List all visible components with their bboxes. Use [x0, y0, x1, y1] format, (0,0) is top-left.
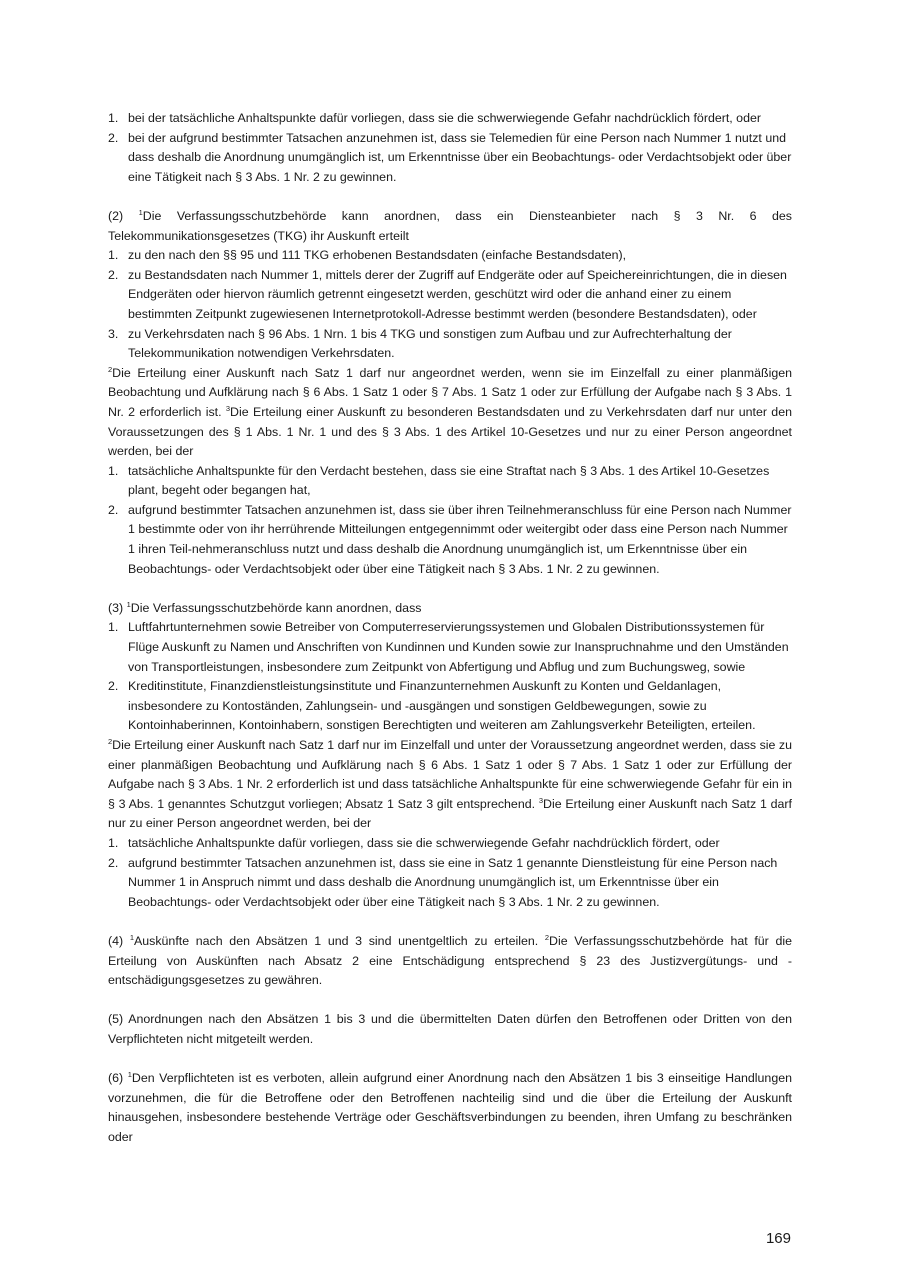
list-item: 1. Luftfahrtunternehmen sowie Betreiber von Computerreservierungssystemen und Globalen Distributionssystemen für Flüge Auskunft zu Namen und Anschriften von Kundinnen und Kunden sowie zur Inanspruchnahme und den Umständen von Transportleistungen, insbesondere zum Zeitpunkt von Abfertigung und Abflug und zum Buchungsweg, sowie [108, 620, 789, 674]
list-item: 3. zu Verkehrsdaten nach § 96 Abs. 1 Nrn. 1 bis 4 TKG und sonstigen zum Aufbau und zur Aufrechterhaltung der Telekommunikation notwendigen Verkehrsdaten. [108, 326, 732, 361]
document-page [108, 109, 792, 1147]
paragraph-label: (4) [108, 933, 124, 948]
list-item: 2. zu Bestandsdaten nach Nummer 1, mittels derer der Zugriff auf Endgeräte oder auf Speichereinrichtungen, die in diesen Endgeräten oder hiervon räumlich getrennt eingesetzt werden, geschützt wird oder die anhand einer zu einem bestimmten Zeitpunkt zugewiesenen Internetprotokoll-Adresse bestimmt werden (besondere Bestandsdaten), oder [108, 267, 787, 321]
list-item: 1. zu den nach den §§ 95 und 111 TKG erhobenen Bestandsdaten (einfache Bestandsdaten), [108, 248, 627, 263]
paragraph-label: (3) [108, 600, 124, 615]
list-item: 1. tatsächliche Anhaltspunkte für den Verdacht bestehen, dass sie eine Straftat nach § 3 Abs. 1 des Artikel 10-Gesetzes plant, begeht oder begangen hat, [108, 463, 770, 498]
paragraph-3-sentences: $^2$Die Erteilung einer Auskunft nach Satz 1 darf nur im Einzelfall und unter der Voraussetzung angeordnet werden, dass sie zu einer planmäßigen Beobachtung und Aufklärung nach § 6 Abs. 1 Satz 1 oder § 7 Abs. 1 Satz 1 oder zur Erfüllung der Aufgabe nach § 3 Abs. 1 Nr. 2 erforderlich ist und dass tatsächliche Anhaltspunkte für eine schwerwiegende Gefahr für ein in § 3 Abs. 1 genanntes Schutzgut vorliegen; Absatz 1 Satz 3 gilt entsprechend. $^3$Die Erteilung einer Auskunft nach Satz 1 darf nur zu einer Person angeordnet werden, bei der [108, 737, 792, 831]
paragraph-5: (5) Anordnungen nach den Absätzen 1 bis 3 und die übermittelten Daten dürfen den Betroffenen oder Dritten von den Verpflichteten nicht mitgeteilt werden. [108, 1012, 792, 1046]
list-item: 2. aufgrund bestimmter Tatsachen anzunehmen ist, dass sie über ihren Teilnehmeranschluss für eine Person nach Nummer 1 bestimmte oder von ihr herrührende Mitteilungen entgegennimmt oder weitergibt oder dass eine Person nach Nummer 1 ihren Teil-nehmeranschluss nutzt und dass deshalb die Anordnung unumgänglich ist, um Erkenntnisse über ein Beobachtungs- oder Verdachtsobjekt oder über eine Tätigkeit nach § 3 Abs. 1 Nr. 2 zu gewinnen. [108, 502, 792, 576]
page-number: 169 [765, 1230, 791, 1247]
paragraph-3-intro: (3) $^1$Die Verfassungsschutzbehörde kann anordnen, dass [108, 599, 422, 615]
list-item-text: bei der tatsächliche Anhaltspunkte dafür vorliegen, dass sie die schwerwiegende Gefahr nachdrücklich fördert, oder [128, 111, 761, 125]
paragraph-label: (2) [108, 208, 124, 223]
list-item: 1. bei der tatsächliche Anhaltspunkte dafür vorliegen, dass sie die schwerwiegende Gefahr nachdrücklich fördert, oder [108, 111, 761, 125]
list-item-text: bei der aufgrund bestimmter Tatsachen anzunehmen ist, dass sie Telemedien für eine Person nach Nummer 1 nutzt und dass deshalb die Anordnung unumgänglich ist, um Erkenntnisse über ein Beobachtungs- oder Verdachtsobjekt oder über eine Tätigkeit nach § 3 Abs. 1 Nr. 2 zu gewinnen. [128, 130, 792, 184]
paragraph-4: (4) $^1$Auskünfte nach den Absätzen 1 und 3 sind unentgeltlich zu erteilen. $^2$Die Verfassungsschutzbehörde hat für die Erteilung von Auskünften nach Absatz 2 eine Entschädigung entsprechend § 23 des Justizvergütungs- und -entschädigungsgesetzes zu gewähren. [108, 932, 792, 988]
list-item: 2. bei der aufgrund bestimmter Tatsachen anzunehmen ist, dass sie Telemedien für eine Person nach Nummer 1 nutzt und dass deshalb die Anordnung unumgänglich ist, um Erkenntnisse über ein Beobachtungs- oder Verdachtsobjekt oder über eine Tätigkeit nach § 3 Abs. 1 Nr. 2 zu gewinnen. [108, 130, 792, 184]
paragraph-label: (6) [108, 1071, 124, 1086]
paragraph-2-sentences: $^2$Die Erteilung einer Auskunft nach Satz 1 darf nur angeordnet werden, wenn sie im Einzelfall zu einer planmäßigen Beobachtung und Aufklärung nach § 6 Abs. 1 Satz 1 oder § 7 Abs. 1 Satz 1 oder zur Erfüllung der Aufgabe nach § 3 Abs. 1 Nr. 2 erforderlich ist. $^3$Die Erteilung einer Auskunft zu besonderen Bestandsdaten und zu Verkehrsdaten darf nur unter den Voraussetzungen des § 1 Abs. 1 Nr. 1 und des § 3 Abs. 1 des Artikel 10-Gesetzes und nur zu einer Person angeordnet werden, bei der [108, 364, 792, 459]
list-item: 2. Kreditinstitute, Finanzdienstleistungsinstitute und Finanzunternehmen Auskunft zu Konten und Geldanlagen, insbesondere zu Kontoständen, Zahlungsein- und -ausgängen und sonstigen Geldbewegungen, sowie zu Kontoinhaberinnen, Kontoinhabern, sonstigen Berechtigten und weiteren am Zahlungsverkehr Beteiligten, erteilen. [108, 679, 756, 733]
list-item: 1. tatsächliche Anhaltspunkte dafür vorliegen, dass sie die schwerwiegende Gefahr nachdrücklich fördert, oder [108, 835, 720, 850]
paragraph-6: (6) $^1$Den Verpflichteten ist es verboten, allein aufgrund einer Anordnung nach den Absätzen 1 bis 3 einseitige Handlungen vorzunehmen, die für die Betroffene oder den Betroffenen nachteilig sind und die über die Erteilung der Auskunft hinausgehen, insbesondere bestehende Verträge oder Geschäftsverbindungen zu beenden, ihren Umfang zu beschränken oder [108, 1070, 792, 1144]
list-item: 2. aufgrund bestimmter Tatsachen anzunehmen ist, dass sie eine in Satz 1 genannte Dienstleistung für eine Person nach Nummer 1 in Anspruch nimmt und dass deshalb die Anordnung unumgänglich ist, um Erkenntnisse über ein Beobachtungs- oder Verdachtsobjekt oder über eine Tätigkeit nach § 3 Abs. 1 Nr. 2 zu gewinnen. [108, 855, 778, 909]
paragraph-label: (5) [108, 1012, 124, 1027]
paragraph-2-intro: (2) $^1$Die Verfassungsschutzbehörde kann anordnen, dass ein Diensteanbieter nach § 3 Nr. 6 des Telekommunikationsgesetzes (TKG) ihr Auskunft erteilt [108, 207, 792, 243]
